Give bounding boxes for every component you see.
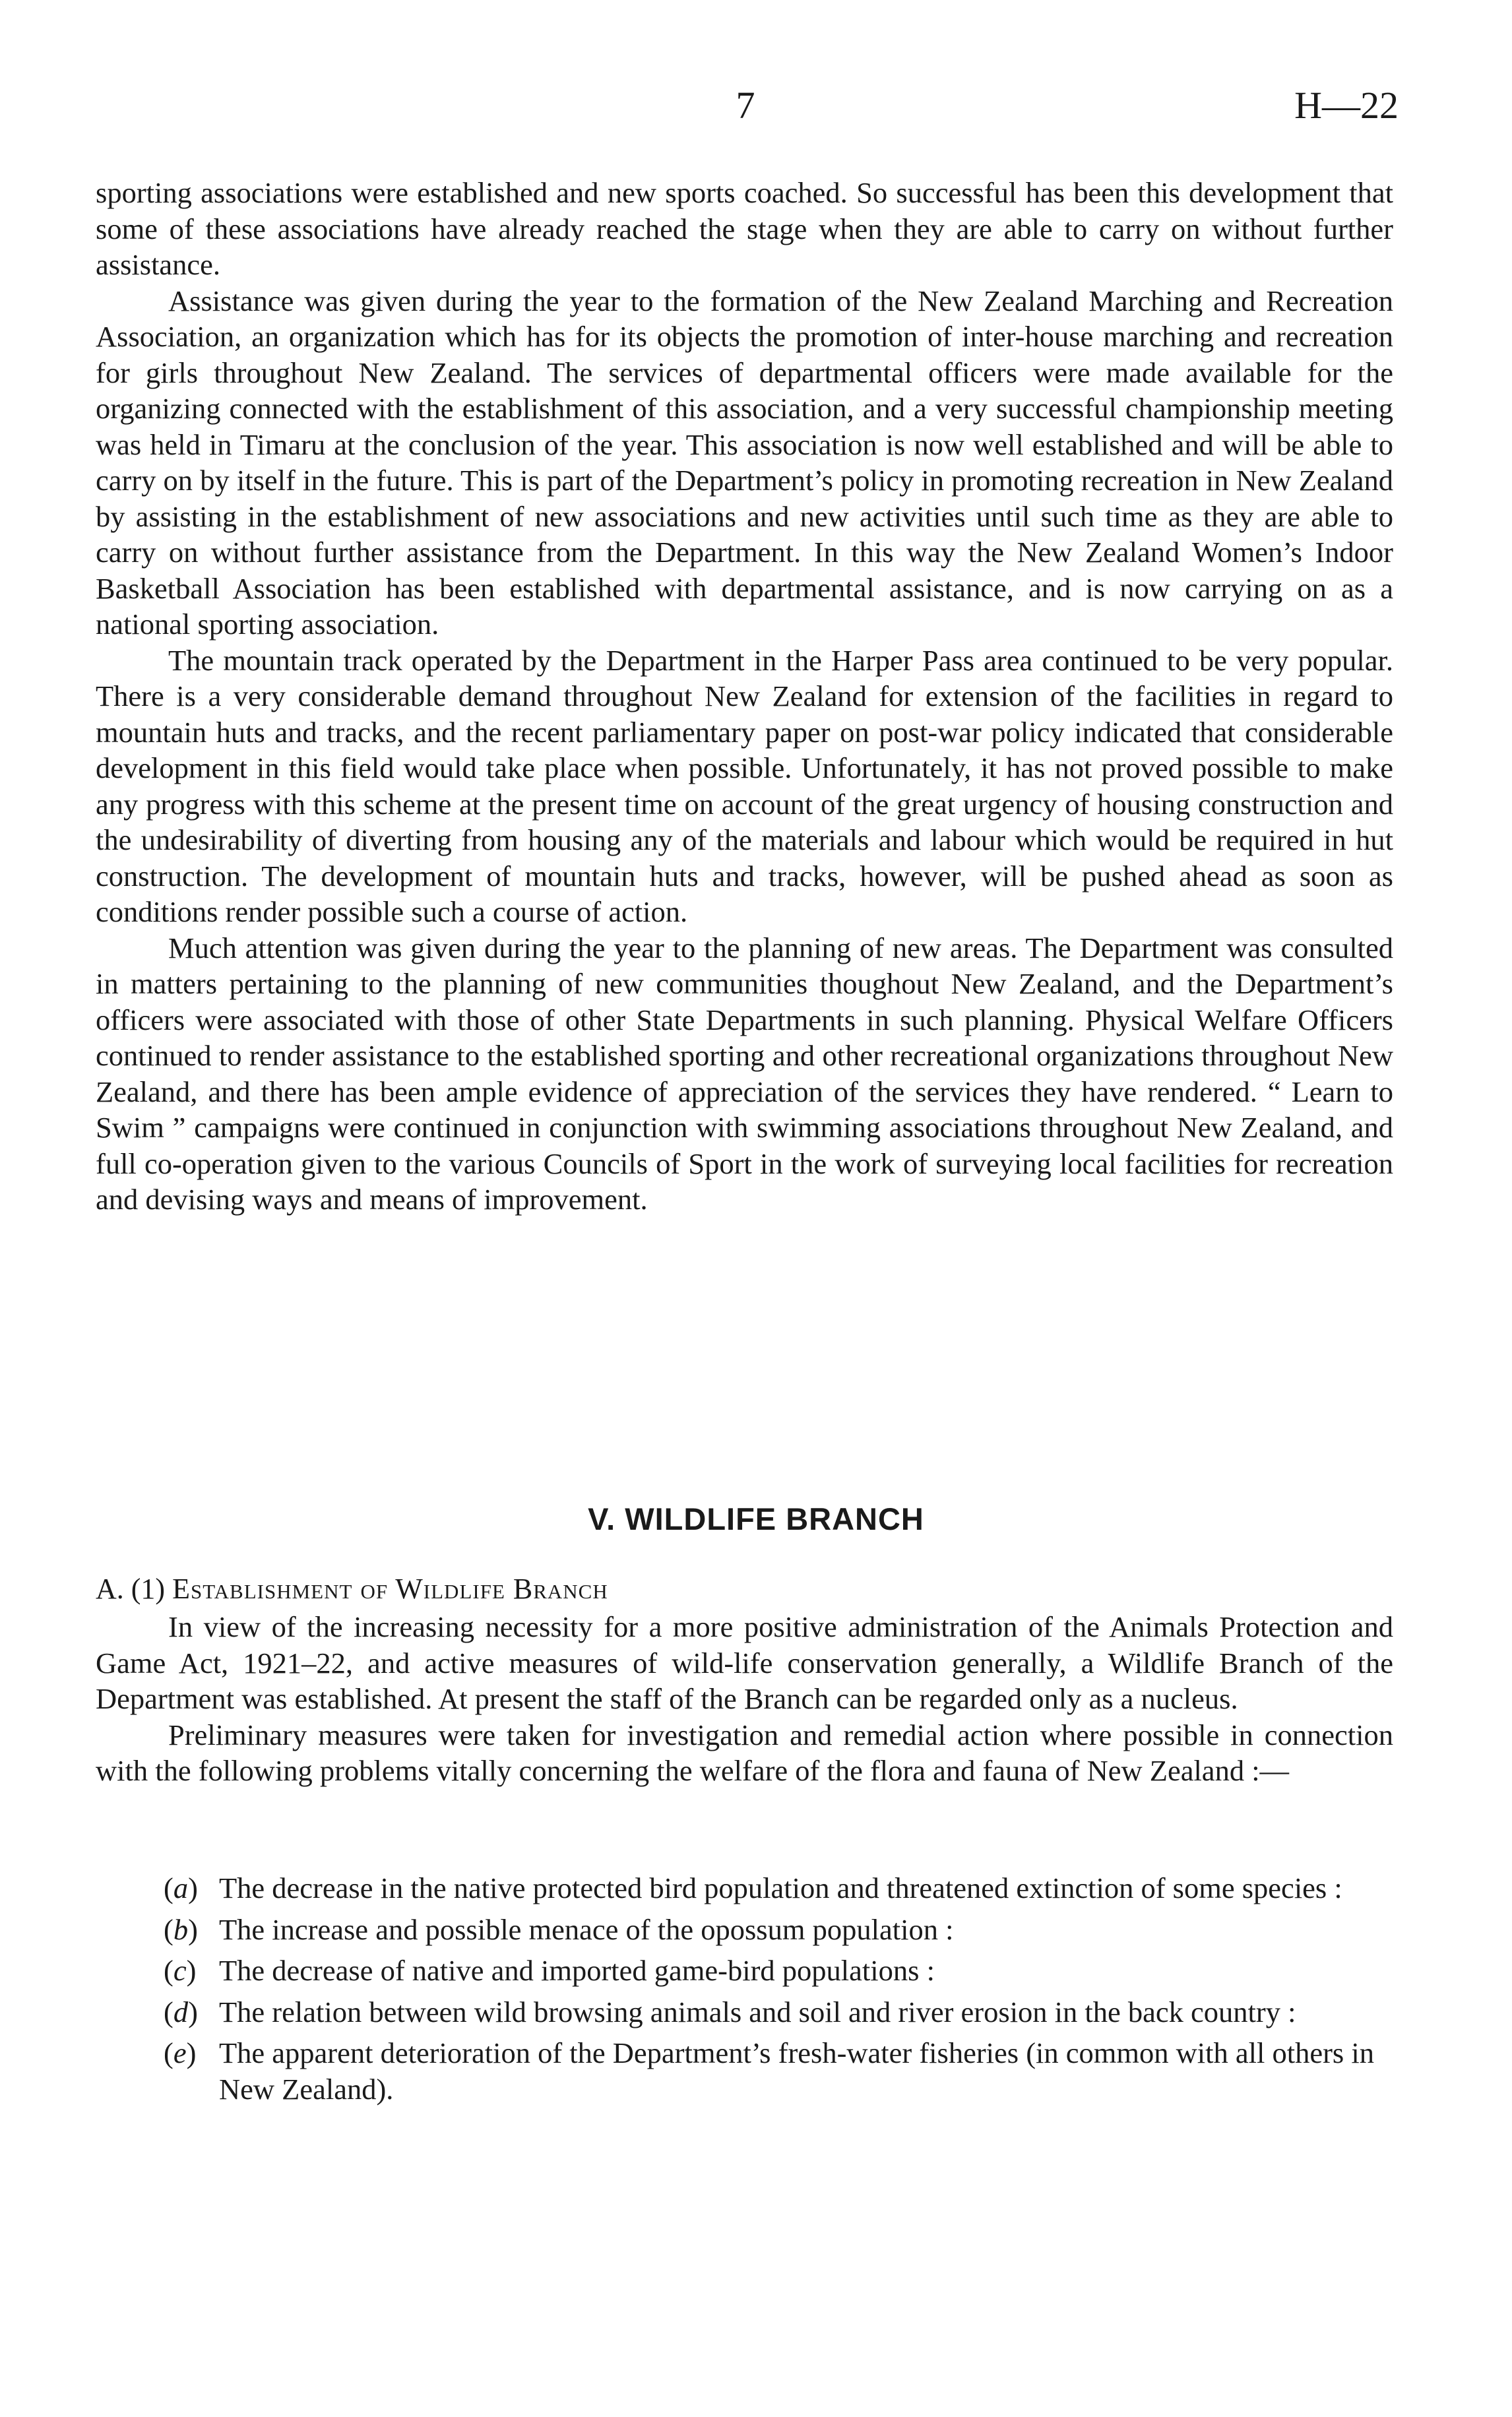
paragraph: Much attention was given during the year to the planning of new areas. The Department was consulted in matters pertaining to the planning of new communities thoughout New Zealand, and the Department’s officers were associated with those of other State Departments in such planning. Physical Welfare Officers continued to render assistance to the established sporting and other recreational organizations throughout New Zealand, and there has been ample evidence of appreciation of the services they have rendered. “ Learn to Swim ” campaigns were continued in conjunction with swimming associations throughout New Zealand, and full co-operation given to the various Councils of Sport in the work of surveying local facilities for recreation and devising ways and means of improvement. <box>96 931 1393 1216</box>
section-heading: V. WILDLIFE BRANCH <box>588 1501 924 1536</box>
intro-text-block <box>96 175 1393 1218</box>
list-marker: (b) <box>164 1912 198 1946</box>
subsection-heading <box>96 1571 608 1607</box>
subsection-title: Establishment of Wildlife Branch <box>172 1573 608 1605</box>
list-item <box>164 1870 1393 1906</box>
list-marker: (a) <box>164 1871 198 1904</box>
list-item-text: The apparent deterioration of the Department’s fresh-water fisheries (in common with all others in New Zealand). <box>219 2036 1374 2106</box>
paragraph: Preliminary measures were taken for investigation and remedial action where possible in connection with the following problems vitally concerning the welfare of the flora and fauna of New Zealand :— <box>96 1718 1393 1787</box>
list-item <box>164 1994 1393 2030</box>
list-item-text: The decrease in the native protected bird population and threatened extinction of some species : <box>219 1871 1342 1904</box>
list-item-text: The relation between wild browsing animals and soil and river erosion in the back country : <box>219 1995 1296 2028</box>
paragraph: The mountain track operated by the Department in the Harper Pass area continued to be very popular. There is a very considerable demand throughout New Zealand for extension of the facilities in regard to mountain huts and tracks, and the recent parliamentary paper on post-war policy indicated that considerable development in this field would take place when possible. Unfortunately, it has not proved possible to make any progress with this scheme at the present time on account of the great urgency of housing construction and the undesirability of diverting from housing any of the materials and labour which would be required in hut construction. The development of mountain huts and tracks, however, will be pushed ahead as soon as conditions render possible such a course of action. <box>96 643 1393 928</box>
page-number: 7 <box>736 84 755 127</box>
paragraph: Assistance was given during the year to the formation of the New Zealand Marching and Recreation Association, an organization which has for its objects the promotion of inter-house marching and recreation for girls throughout New Zealand. The services of departmental officers were made available for the organizing connected with the establishment of this association, and a very successful championship meeting was held in Timaru at the conclusion of the year. This association is now well established and will be able to carry on by itself in the future. This is part of the Department’s policy in promoting recreation in New Zealand by assisting in the establishment of new associations and new activities until such time as they are able to carry on without further assistance from the Department. In this way the New Zealand Women’s Indoor Basketball Association has been established with departmental assistance, and is now carrying on as a national sporting association. <box>96 284 1393 641</box>
list-item <box>164 1912 1393 1948</box>
list-marker: (e) <box>164 2036 197 2069</box>
list-marker: (d) <box>164 1995 198 2028</box>
list-item <box>164 2035 1393 2107</box>
wildlife-text-block <box>96 1609 1393 1789</box>
problem-list <box>164 1870 1393 2112</box>
subsection-number: A. (1) <box>96 1573 173 1605</box>
list-item-text: The decrease of native and imported game-bird populations : <box>219 1954 935 1987</box>
paragraph: In view of the increasing necessity for a more positive administration of the Animals Protection and Game Act, 1921–22, and active measures of wild-life conservation generally, a Wildlife Branch of the Department was established. At present the staff of the Branch can be regarded only as a nucleus. <box>96 1610 1393 1715</box>
list-item <box>164 1953 1393 1989</box>
list-marker: (c) <box>164 1954 197 1987</box>
list-item-text: The increase and possible menace of the opossum population : <box>219 1912 954 1946</box>
report-code: H—22 <box>1294 84 1399 127</box>
paragraph: sporting associations were established and new sports coached. So successful has been this development that some of these associations have already reached the stage when they are able to carry on without further assistance. <box>96 176 1393 281</box>
